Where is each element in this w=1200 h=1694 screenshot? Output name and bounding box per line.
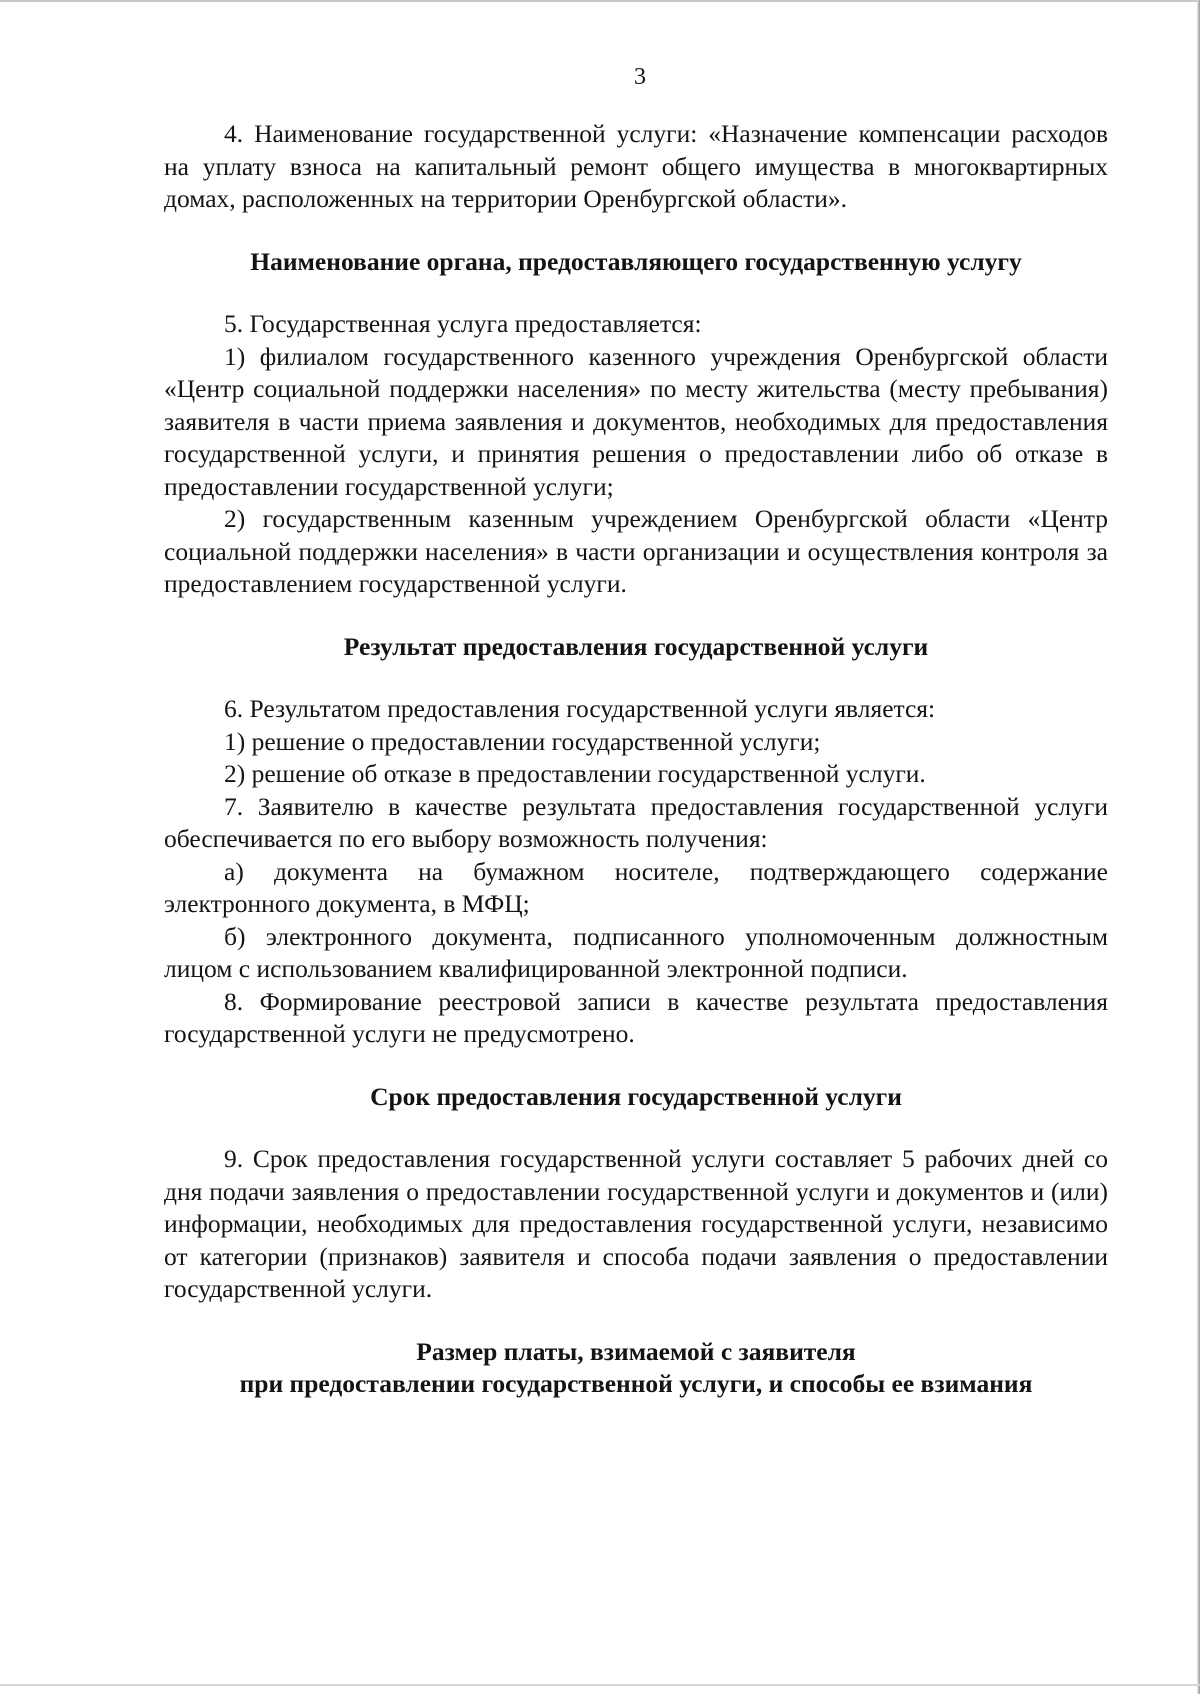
paragraph-item-4: 4. Наименование государственной услуги: «Назначение компенсации расходов на уплату взноса на капитальный ремонт общего имущества в многоквартирных домах, расположенных на территории Оренбургской области». (164, 119, 1108, 213)
scan-edge-bottom (0, 1684, 1200, 1686)
section-heading-authority (164, 246, 1108, 279)
heading-line: Наименование органа, предоставляющего государственную услугу (250, 246, 1022, 276)
paragraph-item-7: 7. Заявителю в качестве результата предоставления государственной услуги обеспечивается по его выбору возможность получения: (164, 791, 1108, 853)
paragraph-item-8: 8. Формирование реестровой записи в качестве результата предоставления государственной услуги не предусмотрено. (164, 986, 1108, 1048)
section-heading-fee (164, 1336, 1108, 1401)
heading-line: Срок предоставления государственной услуги (370, 1081, 902, 1111)
paragraph-item-5-1: 1) филиалом государственного казенного учреждения Оренбургской области «Центр социальной поддержки населения» по месту жительства (месту пребывания) заявителя в части приема заявления и документов, необходимых для предоставления государственной услуги, и принятия решения о предоставлении либо об отказе в предоставлении государственной услуги; (164, 341, 1108, 501)
paragraph-item-7-b: б) электронного документа, подписанного уполномоченным должностным лицом с использованием квалифицированной электронной подписи. (164, 921, 1108, 983)
paragraph-item-5-2: 2) государственным казенным учреждением Оренбургской области «Центр социальной поддержки населения» в части организации и осуществления контроля за предоставлением государственной услуги. (164, 504, 1108, 598)
paragraph-item-6-1: 1) решение о предоставлении государственной услуги; (224, 726, 821, 756)
heading-line-2: при предоставлении государственной услуги, и способы ее взимания (239, 1369, 1033, 1398)
heading-line: Результат предоставления государственной услуги (343, 631, 929, 661)
document-body (164, 118, 1108, 1401)
paragraph-item-7-a: а) документа на бумажном носителе, подтверждающего содержание электронного документа, в МФЦ; (164, 856, 1108, 918)
section-heading-term (164, 1081, 1108, 1114)
section-heading-result (164, 631, 1108, 664)
paragraph-item-6-2: 2) решение об отказе в предоставлении государственной услуги. (224, 759, 926, 788)
heading-line-1: Размер платы, взимаемой с заявителя (416, 1336, 856, 1366)
scan-edge-top (0, 0, 1200, 2)
page-number: 3 (634, 64, 646, 90)
paragraph-item-9: 9. Срок предоставления государственной услуги составляет 5 рабочих дней со дня подачи заявления о предоставлении государственной услуги и документов и (или) информации, необходимых для предоставления государственной услуги, независимо от категории (признаков) заявителя и способа подачи заявления о предоставлении государственной услуги. (164, 1144, 1108, 1303)
paragraph-item-5: 5. Государственная услуга предоставляется: (224, 309, 702, 338)
paragraph-item-6: 6. Результатом предоставления государственной услуги является: (224, 694, 936, 723)
